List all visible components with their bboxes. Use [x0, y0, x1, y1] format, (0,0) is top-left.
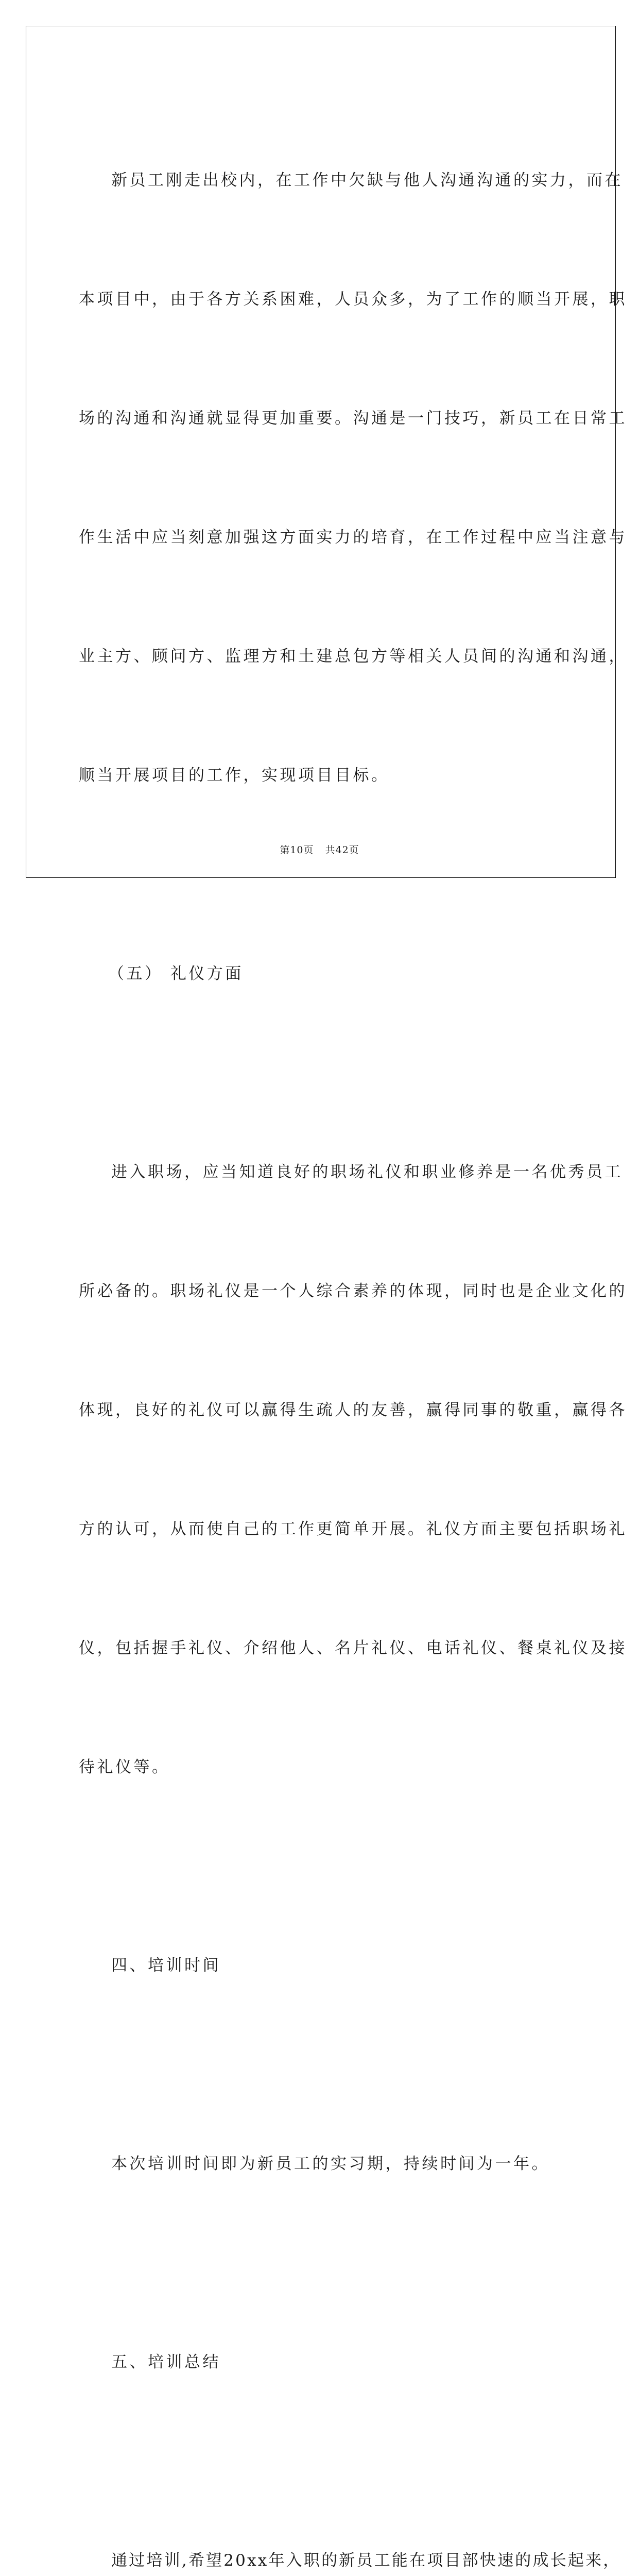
heading-text: 四、培训时间 — [111, 1956, 221, 1975]
paragraph-communication — [79, 81, 627, 875]
text-line: 所必备的。职场礼仪是一个人综合素养的体现，同时也是企业文化的 — [79, 1282, 627, 1300]
paragraph-training-time — [79, 2065, 562, 2263]
text-line: 顺当开展项目的工作，实现项目目标。 — [79, 766, 390, 785]
heading-text: 五、培训总结 — [111, 2353, 221, 2371]
page-total: 共42页 — [325, 844, 359, 856]
text-line: 仪，包括握手礼仪、介绍他人、名片礼仪、电话礼仪、餐桌礼仪及接 — [79, 1639, 627, 1657]
text-line: 通过培训,希望20xx年入职的新员工能在项目部快速的成长起来， — [111, 2551, 621, 2570]
text-line: 作生活中应当刻意加强这方面实力的培育，在工作过程中应当注意与 — [79, 528, 627, 547]
page-number: 第10页 — [280, 844, 314, 856]
text-line: 进入职场，应当知道良好的职场礼仪和职业修养是一名优秀员工 — [111, 1163, 623, 1181]
text-line: 体现，良好的礼仪可以赢得生疏人的友善，赢得同事的敬重，赢得各 — [79, 1401, 627, 1419]
document-body — [79, 81, 627, 2576]
text-line: 业主方、顾问方、监理方和土建总包方等相关人员间的沟通和沟通， — [79, 647, 627, 666]
text-line: 场的沟通和沟通就显得更加重要。沟通是一门技巧，新员工在日常工 — [79, 409, 627, 428]
text-line: 待礼仪等。 — [79, 1758, 170, 1776]
heading-text: （五） 礼仪方面 — [108, 964, 244, 983]
section-heading-training-time — [79, 1867, 562, 2065]
section-heading-training-summary — [79, 2263, 562, 2462]
page-footer — [0, 842, 639, 856]
text-line: 本次培训时间即为新员工的实习期，持续时间为一年。 — [111, 2155, 550, 2173]
paragraph-training-summary — [79, 2462, 621, 2576]
text-line: 新员工刚走出校内，在工作中欠缺与他人沟通沟通的实力，而在 — [111, 171, 623, 190]
paragraph-etiquette — [79, 1073, 627, 1867]
text-line: 本项目中，由于各方关系困难，人员众多，为了工作的顺当开展，职 — [79, 290, 627, 309]
text-line: 方的认可，从而使自己的工作更简单开展。礼仪方面主要包括职场礼 — [79, 1520, 627, 1538]
section-heading-etiquette — [79, 875, 562, 1073]
